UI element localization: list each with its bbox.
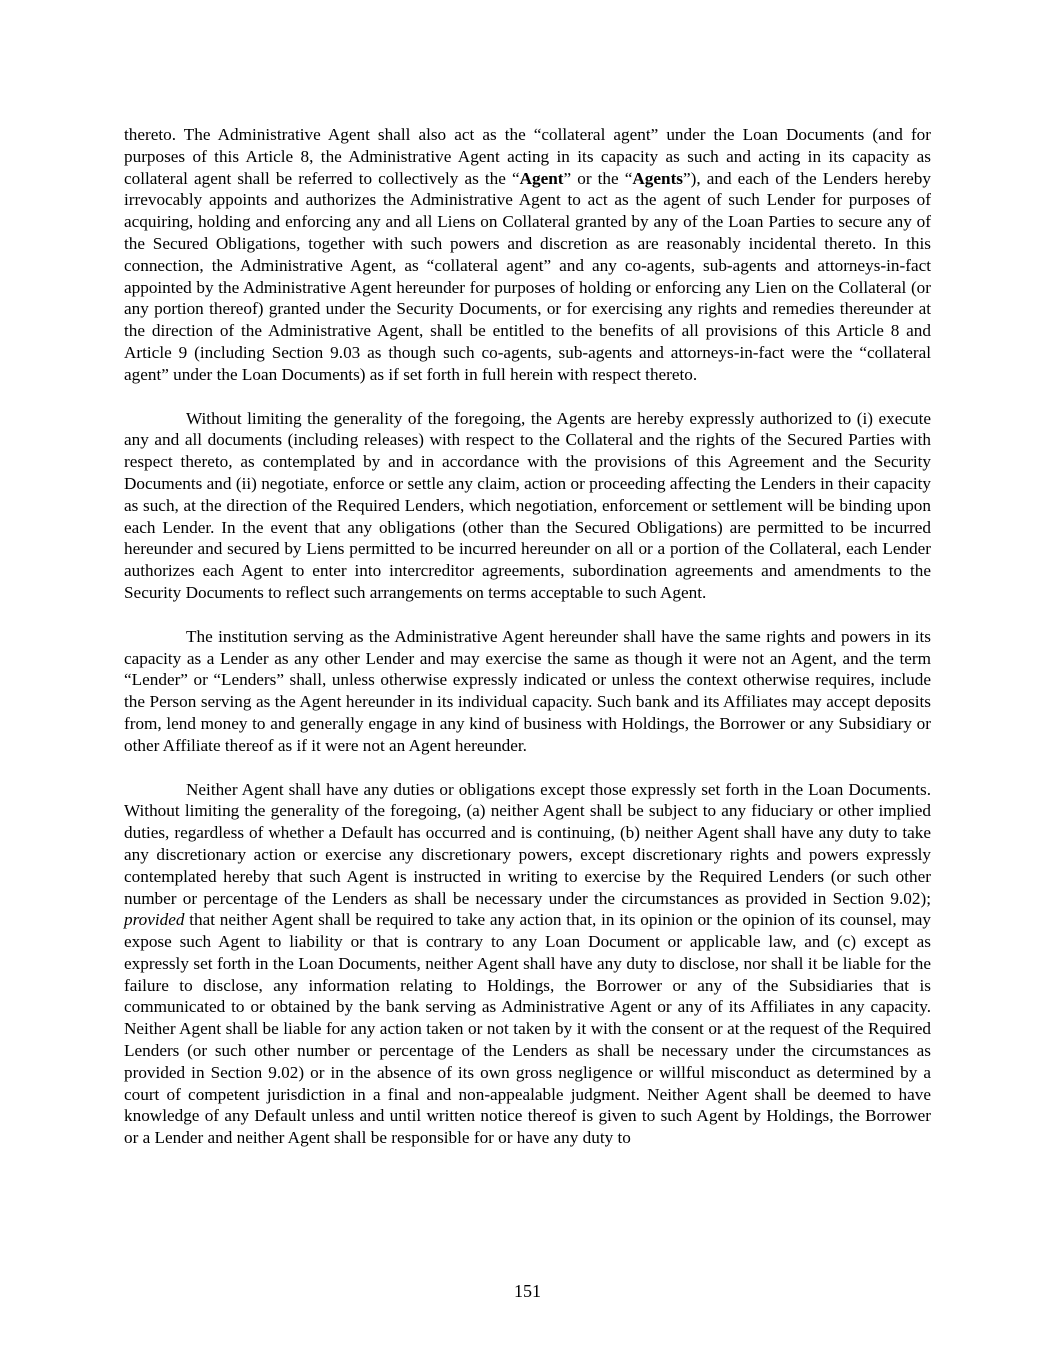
page-number: 151 [514,1281,541,1301]
paragraph-text: thereto. The Administrative Agent shall also act as the “collateral agent” under the Loan Documents (and for purposes of this Article 8, the Administrative Agent acting in its capacity as such and acting in its capacity as collateral agent shall be referred to collectively as the “ [124,125,931,188]
defined-term-agent: Agent [519,168,564,188]
defined-term-agents: Agents [632,168,683,188]
paragraph-text: ”), and each of the Lenders hereby irrevocably appoints and authorizes the Administrative Agent to act as the agent of such Lender for purposes of acquiring, holding and enforcing any and all Liens on Collateral granted by any of the Loan Parties to secure any of the Secured Obligations, together with such powers and discretion as are reasonably incidental thereto. In this connection, the Administrative Agent, as “collateral agent” and any co-agents, sub-agents and attorneys-in-fact appointed by the Administrative Agent hereunder for purposes of holding or enforcing any Lien on the Collateral (or any portion thereof) granted under the Security Documents, or for exercising any rights and remedies thereunder at the direction of the Administrative Agent, shall be entitled to the benefits of all provisions of this Article 8 and Article 9 (including Section 9.03 as though such co-agents, sub-agents and attorneys-in-fact were the “collateral agent” under the Loan Documents) as if set forth in full herein with respect thereto. [124,168,931,384]
paragraph-text: ” or the “ [563,168,633,188]
paragraph-text: Neither Agent shall have any duties or obligations except those expressly set forth in the Loan Documents. Without limiting the generality of the foregoing, (a) neither Agent shall be subject to any fiduciary or other implied duties, regardless of whether a Default has occurred and is continuing, (b) neither Agent shall have any duty to take any discretionary action or exercise any discretionary powers, except discretionary rights and powers expressly contemplated hereby that such Agent is instructed in writing to exercise by the Required Lenders (or such other number or percentage of the Lenders as shall be necessary under the circumstances as provided in Section 9.02); [124,779,931,908]
document-page [124,124,931,1171]
paragraph-text: that neither Agent shall be required to take any action that, in its opinion or the opinion of its counsel, may expose such Agent to liability or that is contrary to any Loan Document or applicable law, and (c) except as expressly set forth in the Loan Documents, neither Agent shall have any duty to disclose, nor shall it be liable for the failure to disclose, any information relating to Holdings, the Borrower or any of the Subsidiaries that is communicated to or obtained by the bank serving as Administrative Agent or any of its Affiliates in any capacity. Neither Agent shall be liable for any action taken or not taken by it with the consent or at the request of the Required Lenders (or such other number or percentage of the Lenders as shall be necessary under the circumstances as provided in Section 9.02) or in the absence of its own gross negligence or willful misconduct as determined by a court of competent jurisdiction in a final and non-appealable judgment. Neither Agent shall be deemed to have knowledge of any Default unless and until written notice thereof is given to such Agent by Holdings, the Borrower or a Lender and neither Agent shall be responsible for or have any duty to [124,910,931,1148]
paragraph-institution: The institution serving as the Administrative Agent hereunder shall have the same rights and powers in its capacity as a Lender as any other Lender and may exercise the same as though it were not an Agent, and the term “Lender” or “Lenders” shall, unless otherwise expressly indicated or unless the context otherwise requires, include the Person serving as the Agent hereunder in its individual capacity. Such bank and its Affiliates may accept deposits from, lend money to and generally engage in any kind of business with Holdings, the Borrower or any Subsidiary or other Affiliate thereof as if it were not an Agent hereunder. [124,626,931,755]
paragraph-authorization: Without limiting the generality of the foregoing, the Agents are hereby expressly authorized to (i) execute any and all documents (including releases) with respect to the Collateral and the rights of the Secured Parties with respect thereto, as contemplated by and in accordance with the provisions of this Agreement and the Security Documents and (ii) negotiate, enforce or settle any claim, action or proceeding affecting the Lenders in their capacity as such, at the direction of the Required Lenders, which negotiation, enforcement or settlement will be binding upon each Lender. In the event that any obligations (other than the Secured Obligations) are permitted to be incurred hereunder and secured by Liens permitted to be incurred hereunder on all or a portion of the Collateral, each Lender authorizes each Agent to enter into intercreditor agreements, subordination agreements and amendments to the Security Documents to reflect such arrangements on terms acceptable to such Agent. [124,408,931,602]
italic-term-provided: provided [124,910,185,930]
paragraph-duties [124,779,931,1150]
paragraph-collateral-agent [124,124,931,386]
